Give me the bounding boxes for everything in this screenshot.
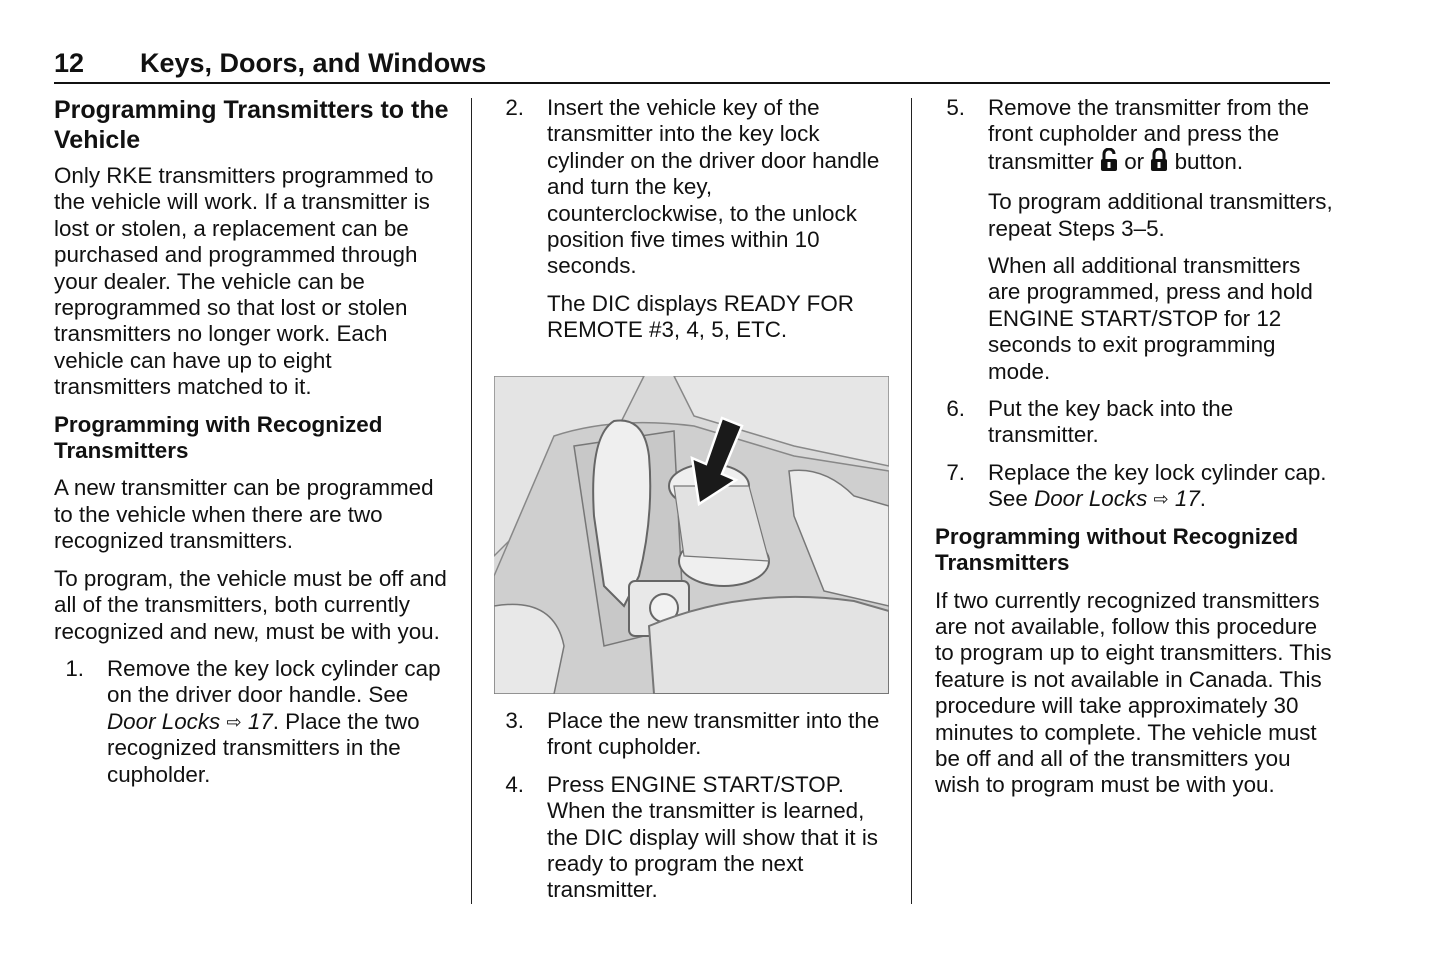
subheading: Programming without Recognized Transmitters [935,523,1299,576]
step-number: 1. [65,655,84,681]
step-number: 4. [505,771,524,797]
column-1 [54,95,454,799]
cross-reference-page[interactable]: 17 [247,708,273,734]
step-note: The DIC displays READY FOR REMOTE #3, 4, 5, ETC. [547,290,854,343]
page-number: 12 [54,48,85,78]
step-text: Remove the transmitter from the front cupholder and press the transmitter or button. [988,95,1335,178]
page-reference-icon: ⇨ [1153,489,1169,510]
step-number: 7. [946,459,965,485]
step-number: 6. [946,396,965,422]
center-console-drawing [494,376,889,694]
page-reference-icon: ⇨ [226,711,242,732]
step-number: 3. [505,708,524,733]
unlock-icon [1100,148,1118,178]
column-3 [935,95,1335,810]
cross-reference-page[interactable]: 17 [1174,486,1200,512]
step-1 [54,656,454,788]
section-title: Keys, Doors, and Windows [140,48,487,78]
intro-paragraph: Only RKE transmitters programmed to the vehicle will work. If a transmitter is lost or stolen, a replacement can be purchased and programmed through your dealer. The vehicle can be reprogrammed so that lost or stolen transmitters no longer work. Each vehicle can have up to eight transmitters matched to it. [54,163,434,400]
column-divider [471,98,472,904]
step-7 [935,460,1335,513]
page-header [54,48,1330,84]
step-text: Place the new transmitter into the front cupholder. [547,708,880,760]
step-note: When all additional transmitters are programmed, press and hold ENGINE START/STOP for 12 seconds to exit programming mode. [988,253,1313,384]
step-text: Replace the key lock cylinder cap. See Door Locks ⇨ 17. [988,459,1327,512]
step-3 [494,708,894,761]
lock-icon [1150,148,1168,178]
column-2-lower [494,708,894,915]
step-number: 5. [946,95,965,120]
step-number: 2. [505,95,524,120]
step-2 [494,95,894,280]
cross-reference-link[interactable]: Door Locks [1034,486,1148,512]
step-text: Remove the key lock cylinder cap on the driver door handle. See Door Locks ⇨ 17. Place the two recognized transmitters in the cupholder. [107,655,441,787]
step-note: To program additional transmitters, repeat Steps 3–5. [988,189,1333,241]
step-text: Press ENGINE START/STOP. When the transmitter is learned, the DIC display will show that it is ready to program the next transmitter. [547,771,879,903]
subheading: Programming with Recognized Transmitters [54,411,383,464]
cupholder-illustration [494,376,889,694]
step-text: Insert the vehicle key of the transmitter into the key lock cylinder on the driver door handle and turn the key, counterclockwise, to the unlock position five times within 10 seconds. [547,95,880,279]
column-divider [911,98,912,904]
step-6 [935,396,1335,449]
column-2 [494,95,894,355]
step-4 [494,772,894,904]
paragraph: A new transmitter can be programmed to the vehicle when there are two recognized transmitters. [54,475,434,554]
section-heading: Programming Transmitters to the Vehicle [54,96,449,154]
paragraph: To program, the vehicle must be off and all of the transmitters, both currently recognized and new, must be with you. [54,565,447,644]
paragraph: If two currently recognized transmitters are not available, follow this procedure to program up to eight transmitters. This feature is not available in Canada. This procedure will take approximately 30 minutes to complete. The vehicle must be off and all of the transmitters you wish to program must be with you. [935,587,1332,798]
cross-reference-link[interactable]: Door Locks [107,708,221,734]
step-text: Put the key back into the transmitter. [988,396,1234,448]
step-5 [935,95,1335,178]
